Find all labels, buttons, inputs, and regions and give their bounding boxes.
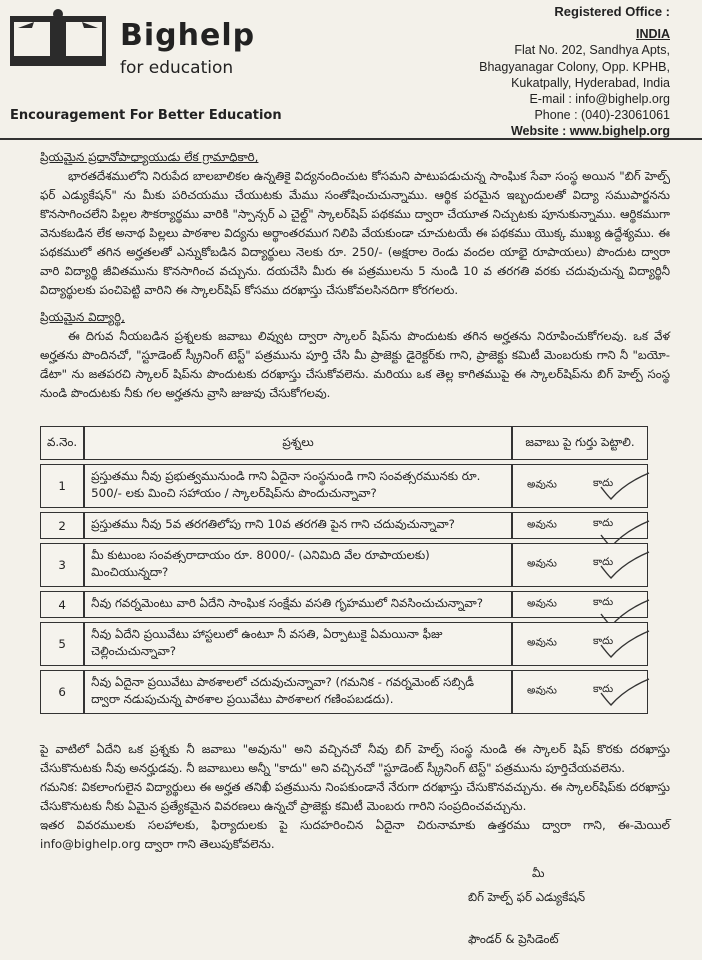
row-question: ప్రస్తుతము నీవు 5వ తరగతిలోపు గాని 10వ తరగతి పైన గాని చదువుచున్నావా?: [84, 512, 512, 539]
open-book-logo-icon: [8, 8, 108, 72]
answer-yes-option[interactable]: అవును: [527, 636, 557, 649]
row-number: 5: [40, 622, 84, 666]
office-website: Website : www.bighelp.org: [510, 124, 670, 139]
row-number: 1: [40, 464, 84, 508]
letter-body: [40, 148, 670, 403]
brand-tagline: for education: [120, 58, 234, 78]
letterhead: [0, 0, 702, 139]
row-question: ప్రస్తుతము నీవు ప్రభుత్వమునుండి గాని ఏదైనా సంస్థనుండి గాని సంవత్సరమునకు రూ. 500/- లకు మించి సహాయం / స్కాలర్‌షిప్‌ను పొందుచున్నావా?: [84, 464, 512, 508]
answer-yes-option[interactable]: అవును: [527, 478, 557, 491]
row-number: 6: [40, 670, 84, 714]
row-question: నీవు ఏదేని ప్రయివేటు హాస్టలులో ఉంటూ నీ వసతి, ఏర్పాటుకై ఏమయినా ఫీజు చెల్లించుచున్నావా?: [84, 622, 512, 666]
office-country: INDIA: [635, 27, 670, 42]
answer-yes-option[interactable]: అవును: [527, 518, 557, 530]
salutation-headmaster: ప్రియమైన ప్రధానోపాధ్యాయుడు లేక గ్రామాధికారి,: [40, 150, 259, 164]
table-header-row: [40, 426, 648, 460]
founder-title: ఫౌండర్ & ప్రెసిడెంట్: [468, 932, 559, 946]
answer-options[interactable]: [512, 512, 648, 539]
answer-no-option[interactable]: కాదు: [593, 477, 614, 489]
row-question: నీవు గవర్నమెంటు వారి ఏదేని సాంఘిక సంక్షేమ వసతి గృహములో నివసించుచున్నావా?: [84, 591, 512, 618]
answer-options[interactable]: [512, 464, 648, 508]
answer-options[interactable]: [512, 543, 648, 587]
answer-yes-option[interactable]: అవును: [527, 684, 557, 697]
brand-name: Bighelp: [120, 18, 256, 53]
col-question-header: ప్రశ్నలు: [84, 426, 512, 460]
table-row: [40, 591, 648, 618]
row-number: 3: [40, 543, 84, 587]
office-email: E-mail : info@bighelp.org: [529, 92, 670, 107]
salutation-student: ప్రియమైన విద్యార్థి,: [40, 310, 125, 324]
check-mark-icon: [595, 469, 655, 503]
registered-office-block: [479, 4, 670, 140]
answer-no-option[interactable]: కాదు: [593, 516, 614, 529]
col-number-header: వ.నెం.: [40, 426, 84, 460]
answer-options[interactable]: [512, 622, 648, 666]
table-row: [40, 543, 648, 587]
letter-footer: [40, 740, 670, 854]
answer-no-option[interactable]: కాదు: [593, 683, 614, 695]
check-mark-icon: [595, 627, 655, 661]
contact-paragraph: ఇతర వివరములకు సలహాలకు, ఫిర్యాదులకు పై సుదహరించిన ఏదైనా చిరునామాకు ఉత్తరము ద్వారా గాని, ఈ-మెయిల్ info@bighelp.org ద్వారా గాని తెలుపుకోవలెను.: [40, 818, 670, 851]
row-question: నీవు ఏదైనా ప్రయివేటు పాఠశాలలో చదువుచున్నావా? (గమనిక - గవర్నమెంట్ సబ్సిడీ ద్వారా నడుపుచున్న పాఠశాల ప్రయివేటు పాఠశాలగ గణింపబడదు).: [84, 670, 512, 714]
answer-no-option[interactable]: కాదు: [593, 556, 614, 568]
slogan: Encouragement For Better Education: [10, 108, 282, 123]
answer-yes-option[interactable]: అవును: [527, 557, 557, 570]
answer-options[interactable]: [512, 591, 648, 618]
answer-no-option[interactable]: కాదు: [593, 635, 614, 647]
address-line: Kukatpally, Hyderabad, India: [511, 75, 670, 90]
instruction-paragraph: పై వాటిలో ఏదేని ఒక ప్రశ్నకు నీ జవాబు "అవును" అని వచ్చినచో నీవు బిగ్ హెల్ప్ సంస్థ నుండి ఈ స్కాలర్ షిప్ కొరకు దరఖాస్తు చేసుకొనుటకు నీవు అనర్హుడవు. నీ జవాబులు అన్నీ "కాదు" అని వచ్చినచో "స్టూడెంట్ స్క్రీనింగ్ టెస్ట్" పత్రమును పూర్తిచేయవలెను.: [40, 742, 670, 775]
eligibility-table: [40, 422, 648, 718]
table-row: [40, 670, 648, 714]
check-mark-icon: [595, 675, 655, 709]
row-number: 4: [40, 591, 84, 618]
address-line: Bhagyanagar Colony, Opp. KPHB,: [479, 59, 670, 74]
header-divider: [0, 138, 702, 140]
table-row: [40, 622, 648, 666]
office-phone: Phone : (040)-23061061: [534, 108, 670, 123]
row-question: మీ కుటుంబ సంవత్సరాదాయం రూ. 8000/- (ఎనిమిది వేల రూపాయలకు) మించియున్నదా?: [84, 543, 512, 587]
check-mark-icon: [595, 548, 655, 582]
organization-signature: బిగ్ హెల్ప్ ఫర్ ఎడ్యుకేషన్: [468, 890, 586, 904]
table-row: [40, 512, 648, 539]
student-paragraph: ఈ దిగువ నీయబడిన ప్రశ్నలకు జవాబు లివ్వుట ద్వారా స్కాలర్ షిప్‌ను పొందుటకు తగిన అర్హతను నిరూపించుకోగలవు. ఒక వేళ అర్హతను పొందినచో, "స్టూడెంట్ స్క్రీనింగ్ టెస్ట్" పత్రమును పూర్తి చేసి మీ ప్రాజెక్టు డైరెక్టర్‌కు గాని, ప్రాజెక్టు కమిటీ మెంబరుకు గాని నీ "బయో-డేటా" ను జతపరచి స్కాలర్ షిప్‌ను పొందుటకు దరఖాస్తు చేసుకోవలెను. మరియు ఒక తెల్ల కాగితముపై ఈ స్కాలర్‌షిప్‌ను బిగ్ హెల్ప్ సంస్థ నుండి పొందుటకు నీకు గల అర్హతను వ్రాసి జుజువు చేసుకోగలవు.: [40, 329, 670, 400]
row-number: 2: [40, 512, 84, 539]
answer-yes-option[interactable]: అవును: [527, 597, 557, 609]
address-line: Flat No. 202, Sandhya Apts,: [514, 43, 670, 58]
note-paragraph: గమనిక: వికలాంగులైన విద్యార్థులు ఈ అర్హత తనిఖీ పత్రమును నింపకుండానే నేరుగా దరఖాస్తు చేసుకొనవచ్చును. ఈ స్కాలర్‌షిప్‌కు దరఖాస్తు చేసుకొనుటకు నీకు ఏమైన ప్రత్యేకమైన వివరణలు ఉన్నచో ప్రాజెక్టు కమిటీ మెంబరు గారిని సంప్రదించవచ్చును.: [40, 780, 670, 813]
intro-paragraph: భారతదేశములోని నిరుపేద బాలబాలికల ఉన్నతికై విద్యనందించుట కోసమని పాటుపడుచున్న సాంఘిక సేవా సంస్థ అయిన "బిగ్ హెల్ప్ ఫర్ ఎడ్యుకేషన్" ను మీకు పరిచయము చేయుటకు మేము సంతోషించుచున్నాము. ఆర్థిక పరమైన ఇబ్బందులతో విద్యా సముపార్జనను కొనసాగించలేని పిల్లల సౌకర్యార్థము వారికి "స్పాన్సర్ ఎ చైల్డ్" స్కాలర్‌షిప్ పథకము ద్వారా చేయూత నిచ్చుటకు పూనుకున్నాము. ఆర్థికముగా వెనుకబడిన లేక అనాథ పిల్లలు పాఠశాల విద్యను అర్థాంతరముగ నిలిపి వేయకుండా చూచుటయే ఈ పథకము యొక్క ముఖ్య ఉద్దేశ్యము. ఈ పథకములో తగిన అర్హతలతో ఎన్నుకోబడిన విద్యార్థులు నెలకు రూ. 250/- (అక్షరాల రెండు వందల యాభై రూపాయలు) పొందుట ద్వారా వారి విద్యార్థి జీవితమును కొనసాగించ వచ్చును. దయచేసి మీరు ఈ పత్రములను 5 నుండి 10 వ తరగతి వరకు చదువుచున్న విద్యార్థినీ విద్యార్థులకు పంచిపెట్టి వారిని ఈ స్కాలర్‌షిప్ కోసము దరఖాస్తు చేసుకోవలసినదిగా కోరగలరు.: [40, 169, 670, 297]
table-row: [40, 464, 648, 508]
office-label: Registered Office :: [554, 4, 670, 19]
answer-no-option[interactable]: కాదు: [593, 595, 614, 608]
answer-options[interactable]: [512, 670, 648, 714]
yours-text: మీ: [532, 866, 545, 880]
col-answer-header: జవాబు పై గుర్తు పెట్టాలి.: [512, 426, 648, 460]
